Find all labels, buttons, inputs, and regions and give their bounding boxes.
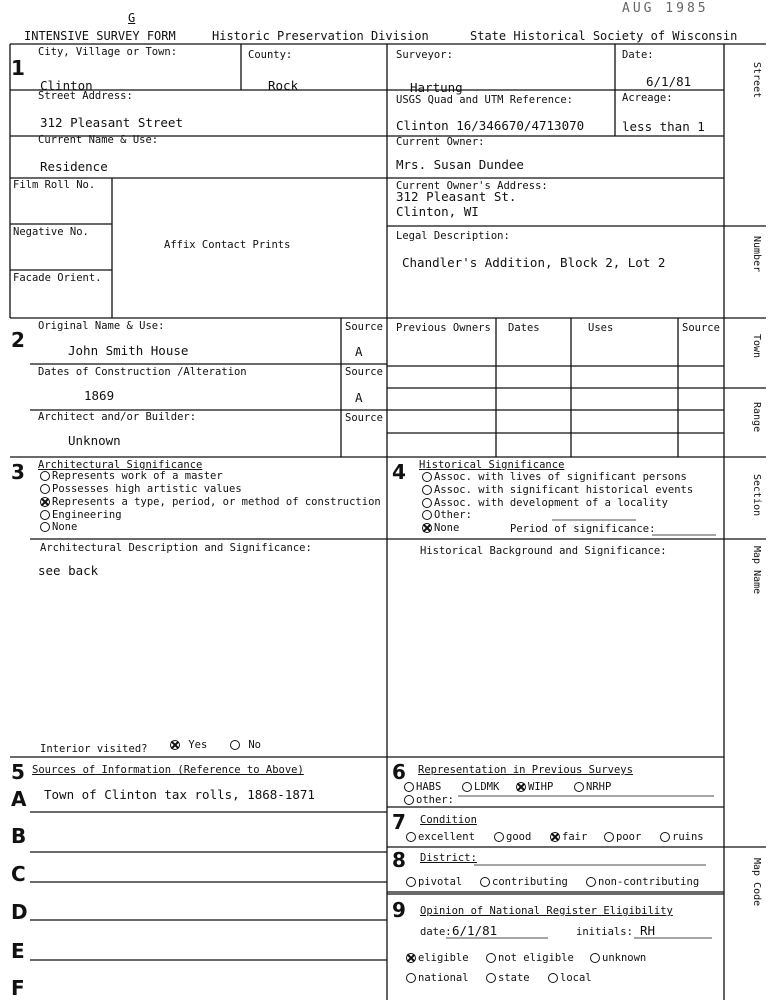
source-letter-e: E xyxy=(11,939,25,963)
source-letter-c: C xyxy=(11,862,26,886)
radio-circle-icon xyxy=(574,782,584,792)
society-title: State Historical Society of Wisconsin xyxy=(470,29,738,43)
sidebar-street: Street xyxy=(751,62,762,99)
usgs-value: Clinton 16/346670/4713070 xyxy=(396,118,585,133)
radio-checked-icon xyxy=(40,497,50,507)
condition-excellent[interactable]: excellent xyxy=(406,832,475,843)
arch-option-none[interactable]: None xyxy=(40,522,77,533)
division-title: Historic Preservation Division xyxy=(212,29,429,43)
usgs-label: USGS Quad and UTM Reference: xyxy=(396,94,574,106)
radio-circle-icon xyxy=(480,877,490,887)
original-name-value: John Smith House xyxy=(68,343,189,358)
current-owner-label: Current Owner: xyxy=(396,136,485,148)
hist-option-persons[interactable]: Assoc. with lives of significant persons xyxy=(422,472,687,483)
architect-value: Unknown xyxy=(68,433,121,448)
radio-circle-icon xyxy=(590,953,600,963)
source-letter-d: D xyxy=(11,900,28,924)
survey-habs[interactable]: HABS xyxy=(404,782,441,793)
source-label-3: Source xyxy=(345,412,383,424)
district-non-contributing[interactable]: non-contributing xyxy=(586,877,699,888)
radio-circle-icon xyxy=(40,471,50,481)
radio-checked-icon xyxy=(550,832,560,842)
source-letter-a: A xyxy=(11,787,27,811)
historical-background-label: Historical Background and Significance: xyxy=(420,545,667,557)
surveyor-label: Surveyor: xyxy=(396,49,453,61)
original-name-source: A xyxy=(355,344,363,359)
negative-label: Negative No. xyxy=(13,226,89,238)
owner-address-label: Current Owner's Address: xyxy=(396,180,548,192)
previous-dates-label: Dates xyxy=(508,322,540,334)
district-title: District: xyxy=(420,852,477,864)
radio-circle-icon xyxy=(404,795,414,805)
eligibility-eligible[interactable]: eligible xyxy=(406,953,469,964)
arch-option-artistic[interactable]: Possesses high artistic values xyxy=(40,484,242,495)
source-letter-f: F xyxy=(11,976,25,1000)
section-number-4: 4 xyxy=(392,460,406,484)
eligibility-date-value: 6/1/81 xyxy=(452,923,498,938)
section-number-2: 2 xyxy=(11,328,25,352)
section-number-8: 8 xyxy=(392,848,406,872)
radio-circle-icon xyxy=(40,522,50,532)
district-contributing[interactable]: contributing xyxy=(480,877,568,888)
source-a-value: Town of Clinton tax rolls, 1868-1871 xyxy=(44,787,315,802)
radio-circle-icon xyxy=(486,953,496,963)
radio-circle-icon xyxy=(404,782,414,792)
arch-option-master[interactable]: Represents work of a master xyxy=(40,471,223,482)
survey-nrhp[interactable]: NRHP xyxy=(574,782,611,793)
radio-circle-icon xyxy=(230,740,240,750)
arch-option-engineering[interactable]: Engineering xyxy=(40,510,122,521)
initials-value: RH xyxy=(640,923,656,938)
hist-option-none[interactable]: None xyxy=(422,523,459,534)
sidebar-section: Section xyxy=(751,474,762,517)
interior-visited-label: Interior visited? xyxy=(40,743,148,755)
surveyor-value: Hartung xyxy=(410,80,463,95)
condition-fair[interactable]: fair xyxy=(550,832,587,843)
radio-circle-icon xyxy=(586,877,596,887)
date-label: Date: xyxy=(622,49,654,61)
initials-label: initials: xyxy=(576,926,633,938)
previous-surveys-title: Representation in Previous Surveys xyxy=(418,764,633,776)
film-roll-label: Film Roll No. xyxy=(13,179,96,191)
period-significance-label: Period of significance: xyxy=(510,523,656,535)
previous-owners-label: Previous Owners xyxy=(396,322,491,334)
radio-circle-icon xyxy=(422,510,432,520)
section-number-7: 7 xyxy=(392,810,406,834)
form-mark: G xyxy=(128,11,136,25)
eligibility-date-label: date: xyxy=(420,926,452,938)
current-name-use-label: Current Name & Use: xyxy=(38,134,159,146)
radio-circle-icon xyxy=(660,832,670,842)
radio-circle-icon xyxy=(422,485,432,495)
section-number-6: 6 xyxy=(392,760,406,784)
hist-option-other[interactable]: Other: xyxy=(422,510,472,521)
source-label-1: Source xyxy=(345,321,383,333)
sidebar-range: Range xyxy=(751,402,762,433)
radio-circle-icon xyxy=(548,973,558,983)
street-address-value: 312 Pleasant Street xyxy=(40,115,183,130)
radio-circle-icon xyxy=(462,782,472,792)
radio-circle-icon xyxy=(486,973,496,983)
legal-description-value: Chandler's Addition, Block 2, Lot 2 xyxy=(402,255,666,270)
radio-circle-icon xyxy=(422,498,432,508)
dates-source: A xyxy=(355,390,363,405)
owner-address-line2: Clinton, WI xyxy=(396,204,479,219)
historical-significance-title: Historical Significance xyxy=(419,459,565,471)
county-label: County: xyxy=(248,49,293,61)
section-number-3: 3 xyxy=(11,460,25,484)
radio-circle-icon xyxy=(406,973,416,983)
current-owner-value: Mrs. Susan Dundee xyxy=(396,157,524,172)
eligibility-unknown[interactable]: unknown xyxy=(590,953,646,964)
owner-address-line1: 312 Pleasant St. xyxy=(396,189,517,204)
level-national[interactable]: national xyxy=(406,973,469,984)
affix-prints-label: Affix Contact Prints xyxy=(164,239,291,251)
facade-orient-label: Facade Orient. xyxy=(13,272,102,284)
sidebar-map-name: Map Name xyxy=(751,546,762,595)
current-name-use-value: Residence xyxy=(40,159,108,174)
received-stamp: AUG 1985 xyxy=(622,1,709,16)
sources-title: Sources of Information (Reference to Above) xyxy=(32,764,304,776)
condition-title: Condition xyxy=(420,814,477,826)
radio-circle-icon xyxy=(422,472,432,482)
survey-wihp[interactable]: WIHP xyxy=(516,782,553,793)
arch-option-type-period[interactable]: Represents a type, period, or method of construction xyxy=(40,497,381,508)
dates-construction-value: 1869 xyxy=(84,388,115,403)
original-name-label: Original Name & Use: xyxy=(38,320,165,332)
level-local[interactable]: local xyxy=(548,973,592,984)
condition-ruins[interactable]: ruins xyxy=(660,832,704,843)
form-title: INTENSIVE SURVEY FORM xyxy=(24,29,176,43)
uses-label: Uses xyxy=(588,322,614,334)
interior-yes[interactable]: Yes xyxy=(170,740,207,751)
dates-construction-label: Dates of Construction /Alteration xyxy=(38,366,247,378)
radio-circle-icon xyxy=(406,832,416,842)
radio-checked-icon xyxy=(422,523,432,533)
city-label: City, Village or Town: xyxy=(38,46,178,58)
sidebar-map-code: Map Code xyxy=(751,858,762,907)
radio-checked-icon xyxy=(170,740,180,750)
level-state[interactable]: state xyxy=(486,973,530,984)
district-pivotal[interactable]: pivotal xyxy=(406,877,462,888)
acreage-value: less than 1 xyxy=(622,119,705,134)
sidebar-number: Number xyxy=(751,236,762,273)
radio-checked-icon xyxy=(516,782,526,792)
architect-label: Architect and/or Builder: xyxy=(38,411,197,423)
date-value: 6/1/81 xyxy=(646,74,692,89)
county-value: Rock xyxy=(268,78,299,93)
section-number-1: 1 xyxy=(11,56,25,80)
radio-circle-icon xyxy=(40,510,50,520)
architectural-significance-title: Architectural Significance xyxy=(38,459,203,471)
acreage-label: Acreage: xyxy=(622,92,673,104)
eligibility-not-eligible[interactable]: not eligible xyxy=(486,953,574,964)
radio-circle-icon xyxy=(494,832,504,842)
arch-description-value: see back xyxy=(38,563,99,578)
radio-circle-icon xyxy=(406,877,416,887)
interior-no[interactable]: No xyxy=(230,740,261,751)
eligibility-title: Opinion of National Register Eligibility xyxy=(420,905,673,917)
hist-option-locality[interactable]: Assoc. with development of a locality xyxy=(422,498,668,509)
section-number-9: 9 xyxy=(392,898,406,922)
condition-good[interactable]: good xyxy=(494,832,531,843)
condition-poor[interactable]: poor xyxy=(604,832,641,843)
survey-ldmk[interactable]: LDMK xyxy=(462,782,499,793)
radio-circle-icon xyxy=(40,484,50,494)
legal-description-label: Legal Description: xyxy=(396,230,510,242)
section-number-5: 5 xyxy=(11,760,25,784)
previous-source-label: Source xyxy=(682,322,720,334)
city-value: Clinton xyxy=(40,78,93,93)
source-label-2: Source xyxy=(345,366,383,378)
radio-checked-icon xyxy=(406,953,416,963)
survey-other[interactable]: other: xyxy=(404,795,454,806)
radio-circle-icon xyxy=(604,832,614,842)
hist-option-events[interactable]: Assoc. with significant historical events xyxy=(422,485,693,496)
arch-description-label: Architectural Description and Significance: xyxy=(40,542,312,554)
street-address-label: Street Address: xyxy=(38,90,133,102)
source-letter-b: B xyxy=(11,824,27,848)
sidebar-town: Town xyxy=(751,334,762,359)
